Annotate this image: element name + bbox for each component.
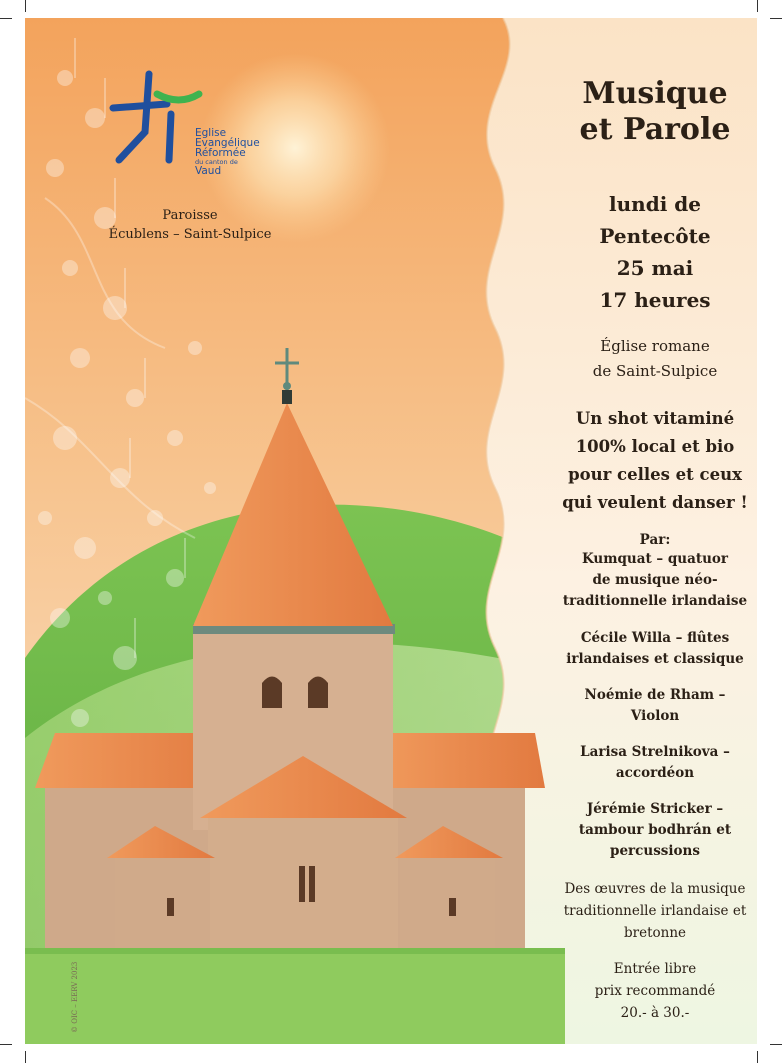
copyright-credit: © OIC – EERV 2023 (71, 961, 79, 1033)
works-line: bretonne (623, 925, 686, 941)
performers-intro: Par: (639, 532, 671, 548)
date-line: Pentecôte (599, 224, 711, 248)
performer-kumquat (520, 549, 757, 612)
performer-line: tambour bodhrán et (578, 822, 732, 838)
performer-line: Cécile Willa – flûtes (580, 630, 730, 646)
performer-line: Jérémie Stricker – (586, 801, 724, 817)
performer-line: accordéon (615, 765, 695, 781)
performer-line: percussions (610, 843, 700, 859)
entry-line: Entrée libre (613, 961, 697, 977)
works-line: traditionnelle irlandaise et (563, 903, 747, 919)
entry-line: 20.- à 30.- (620, 1005, 690, 1021)
performer-line: de musique néo- (592, 572, 718, 588)
parish-name (85, 206, 295, 244)
crop-mark (0, 1044, 12, 1045)
date-line: 25 mai (616, 256, 694, 280)
performer-larisa-strelnikova (520, 742, 757, 784)
poster (25, 18, 757, 1044)
event-date (520, 188, 757, 316)
date-line: lundi de (609, 192, 701, 216)
performer-line: traditionnelle irlandaise (562, 593, 748, 609)
venue-line: de Saint-Sulpice (592, 362, 718, 380)
logo-line: Eglise (195, 127, 227, 139)
crop-mark (25, 0, 26, 12)
performer-line: Violon (630, 708, 680, 724)
crop-mark (770, 1044, 782, 1045)
tagline-line: qui veulent danser ! (562, 493, 748, 512)
tagline-line: Un shot vitaminé (575, 409, 735, 428)
crop-mark (757, 0, 758, 12)
performer-line: Noémie de Rham – (584, 687, 726, 703)
parish-line: Paroisse (162, 208, 218, 223)
parish-line: Écublens – Saint-Sulpice (108, 227, 272, 242)
works-description (520, 878, 757, 944)
performer-jeremie-stricker (520, 799, 757, 862)
tagline-line: 100% local et bio (575, 437, 735, 456)
logo-line: Réformée (195, 147, 246, 159)
title-line: et Parole (579, 112, 731, 147)
performer-line: Larisa Strelnikova – (580, 744, 730, 760)
performer-line: Kumquat – quatuor (581, 551, 729, 567)
performer-cecile-willa (520, 628, 757, 670)
tagline-line: pour celles et ceux (568, 465, 742, 484)
logo-line: du canton de (195, 158, 238, 166)
church-logo (195, 128, 260, 176)
logo-line: Vaud (195, 165, 222, 177)
crop-mark (770, 18, 782, 19)
event-tagline (520, 405, 757, 517)
entry-price (520, 958, 757, 1024)
title-line: Musique (582, 76, 728, 111)
crop-mark (757, 1051, 758, 1063)
crop-mark (25, 1051, 26, 1063)
venue-line: Église romane (600, 337, 710, 355)
performer-noemie-de-rham (520, 685, 757, 727)
date-line: 17 heures (599, 288, 711, 312)
works-line: Des œuvres de la musique (564, 881, 746, 897)
logo-line: Evangélique (195, 137, 260, 149)
event-venue (520, 334, 757, 384)
event-title (520, 76, 757, 148)
crop-mark (0, 18, 12, 19)
entry-line: prix recommandé (594, 983, 716, 999)
performer-line: irlandaises et classique (566, 651, 744, 667)
